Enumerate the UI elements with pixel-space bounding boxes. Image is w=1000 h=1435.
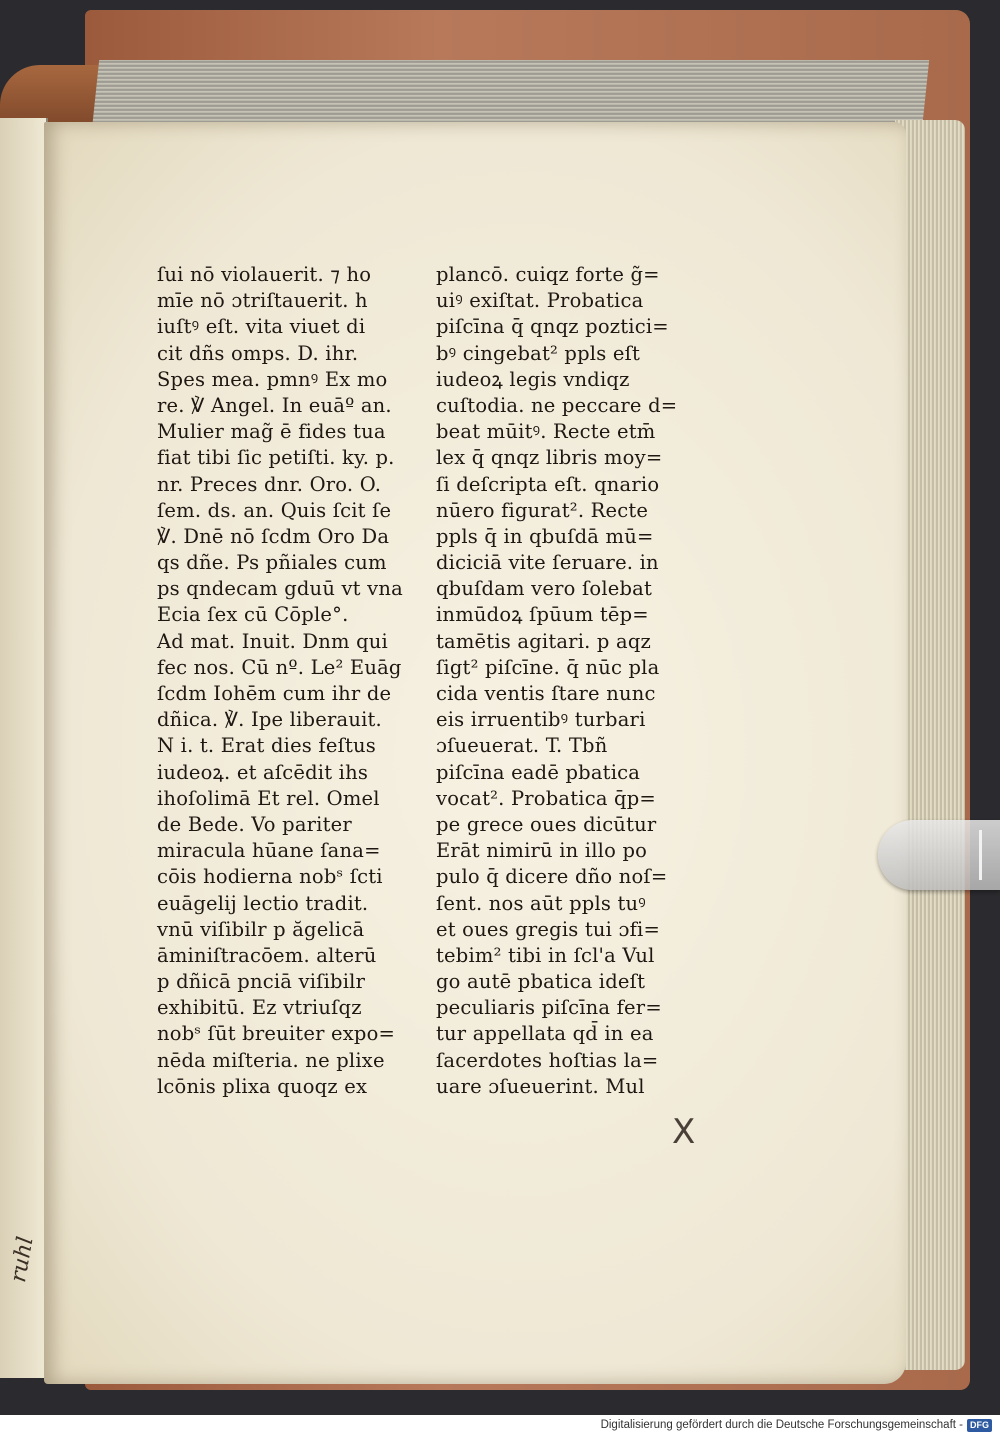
text-line: uiꝰ exiſtat. Probatica [436, 289, 644, 313]
text-line: Erāt nimirū in illo po [436, 839, 648, 863]
text-line: āminiſtracōem. alterū [157, 943, 377, 967]
text-line: inmūdoꝝ ſpūum tēp= [436, 603, 649, 627]
left-page-fragment: ruhl [6, 1234, 39, 1285]
book-page [44, 122, 906, 1384]
text-line: tur appellata qd̄ in ea [436, 1022, 654, 1046]
text-line: pulo q̄ dicere dño noſ= [436, 865, 668, 889]
text-line: ɔſueuerat. T. Tbñ [436, 734, 608, 758]
right-text-column [436, 262, 677, 1100]
text-line: Spes mea. pmnꝰ Ex mo [157, 367, 388, 391]
text-line: cit dñs omps. D. ihr. [157, 341, 359, 365]
text-line: cōis hodierna nobˢ ſcti [157, 865, 383, 889]
text-line: peculiaris piſcīna fer= [436, 996, 662, 1020]
text-line: iuſtꝰ eſt. vita viuet di [157, 315, 366, 339]
text-line: exhibitū. Ez vtriuſqz [157, 996, 362, 1020]
text-line: cida ventis ſtare nunc [436, 682, 656, 705]
text-line: qbuſdam vero ſolebat [436, 577, 653, 601]
text-line: ſacerdotes hoſtias la= [436, 1048, 659, 1072]
text-line: Mulier mag̃ ē fides tua [157, 420, 386, 444]
text-line: ſcdm Iohēm cum ihr de [157, 682, 392, 705]
text-line: ℣. Dnē nō ſcdm Oro Da [157, 524, 390, 548]
text-line: ps qndecam gduū vt vna [157, 577, 403, 601]
text-line: ſent. nos aūt ppls tuꝰ [436, 891, 646, 915]
text-line: bꝰ cingebat² ppls eſt [436, 341, 641, 365]
text-line: vocat². Probatica q̄p= [436, 786, 656, 810]
clip-tick [979, 830, 982, 880]
text-line: re. ℣ Angel. In euāº an. [157, 393, 392, 417]
text-line: iudeoꝝ. et aſcēdit ihs [157, 760, 369, 784]
text-line: de Bede. Vo pariter [157, 812, 352, 836]
text-line: qs dñe. Ps pñiales cum [157, 551, 387, 575]
text-line: nūero figurat². Recte [436, 498, 649, 522]
text-line: ſigt² piſcīne. q̄ nūc pla [436, 655, 660, 679]
text-line: tebim² tibi in ſcl'a Vul [436, 943, 655, 967]
text-line: go autē pbatica ideſt [436, 970, 646, 994]
text-line: ſi deſcripta eſt. qnario [436, 472, 660, 496]
text-line: beat mūitꝰ. Recte etm̄ [436, 420, 656, 444]
dfg-logo: DFG [967, 1419, 992, 1432]
text-line: tamētis agitari. p aqz [436, 629, 651, 653]
text-line: ppls q̄ in qbuſdā mū= [436, 524, 654, 548]
text-line: p dñicā pnciā viſibilr [157, 970, 366, 994]
left-page-edge [0, 118, 48, 1378]
text-line: fiat tibi ſic petiſti. ky. p. [157, 446, 395, 470]
text-line: lex q̄ qnqz libris moy= [436, 446, 663, 470]
text-line: uare ɔſueuerint. Mul [436, 1074, 645, 1098]
text-line: ihoſolimā Et rel. Omel [157, 786, 380, 810]
text-line: vnū viſibilr p ăgelicā [157, 917, 365, 941]
text-line: eis irruentibꝰ turbari [436, 708, 646, 732]
text-line: et oues gregis tui ɔfi= [436, 917, 661, 941]
text-line: diciciā vite ſeruare. in [436, 551, 659, 575]
text-line: ſui nō violauerit. ⁊ ho [157, 263, 372, 286]
left-text-column [157, 262, 403, 1100]
text-line: cuſtodia. ne peccare d= [436, 393, 678, 417]
text-line: miracula hūane ſana= [157, 839, 381, 863]
footer-bar [0, 1415, 1000, 1435]
text-line: N i. t. Erat dies feſtus [157, 734, 376, 758]
text-line: pe grece oues dicūtur [436, 812, 657, 836]
pencil-mark: X [672, 1112, 696, 1152]
text-line: dñica. ℣. Ipe liberauit. [157, 708, 382, 732]
text-line: Ecia ſex cū Cōple°. [157, 603, 349, 627]
text-line: lcōnis plixa quoqz ex [157, 1074, 368, 1098]
text-line: plancō. cuiqz forte g̃= [436, 263, 660, 286]
text-line: piſcīna q̄ qnqz poztici= [436, 315, 669, 339]
text-line: iudeoꝝ legis vndiqz [436, 367, 630, 391]
text-line: mīe nō ɔtriſtauerit. h [157, 289, 368, 313]
text-line: piſcīna eadē pbatica [436, 760, 641, 784]
text-line: fec nos. Cū nº. Le² Euāg [157, 655, 402, 679]
text-line: euāgelij lectio tradit. [157, 891, 369, 915]
text-line: nr. Preces dnr. Oro. O. [157, 472, 382, 496]
text-line: nēda miſteria. ne plixe [157, 1048, 385, 1072]
footer-credit: Digitalisierung gefördert durch die Deutsche Forschungsgemeinschaft - [600, 1419, 963, 1431]
text-line: ſem. ds. an. Quis ſcit ſe [157, 498, 392, 522]
text-line: Ad mat. Inuit. Dnm qui [157, 629, 388, 653]
text-line: nobˢ ſūt breuiter expo= [157, 1022, 396, 1046]
